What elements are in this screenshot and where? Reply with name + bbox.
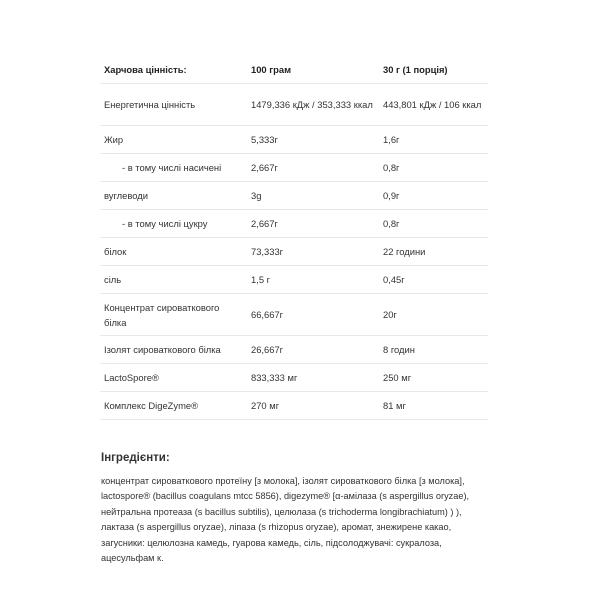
nutrition-row-serving: 0,8г xyxy=(379,210,488,238)
nutrition-header-100g: 100 грам xyxy=(247,56,379,84)
nutrition-row-serving: 250 мг xyxy=(379,364,488,392)
nutrition-row xyxy=(100,392,488,420)
nutrition-row-per100: 2,667г xyxy=(247,210,379,238)
nutrition-row-label: - в тому числі насичені xyxy=(100,154,247,182)
nutrition-table xyxy=(100,56,488,420)
nutrition-header-label: Харчова цінність: xyxy=(100,56,247,84)
nutrition-row xyxy=(100,294,488,336)
ingredients-text: концентрат сироваткового протеїну [з молока], ізолят сироваткового білка [з молока], lactospore® (bacillus coagulans mtcc 5856), digezyme® [α-амілаза (s aspergillus oryzae), нейтральна протеаза (s bacillus subtilis), целюлаза (s trichoderma longibrachiatum) ) ), лактаза (s aspergillus oryzae), ліпаза (s rhizopus oryzae), аромат, знежирене какао, загусники: целюлозна камедь, гуарова камедь, сіль, підсолоджувачі: сукралоза, ацесульфам к. xyxy=(101,476,470,564)
nutrition-row-label: Концентрат сироваткового білка xyxy=(100,294,247,336)
nutrition-row-per100: 2,667г xyxy=(247,154,379,182)
nutrition-row-serving: 8 годин xyxy=(379,336,488,364)
nutrition-row-per100: 5,333г xyxy=(247,126,379,154)
nutrition-header-serving: 30 г (1 порція) xyxy=(379,56,488,84)
nutrition-row-per100: 833,333 мг xyxy=(247,364,379,392)
nutrition-row xyxy=(100,336,488,364)
nutrition-row-serving: 0,8г xyxy=(379,154,488,182)
nutrition-row-label: Енергетична цінність xyxy=(100,84,247,126)
nutrition-row-per100: 3g xyxy=(247,182,379,210)
nutrition-row-label: LactoSpore® xyxy=(100,364,247,392)
nutrition-row-per100: 270 мг xyxy=(247,392,379,420)
nutrition-row-serving: 81 мг xyxy=(379,392,488,420)
nutrition-row xyxy=(100,182,488,210)
nutrition-row xyxy=(100,364,488,392)
nutrition-row-per100: 1479,336 кДж / 353,333 ккал xyxy=(247,84,379,126)
ingredients-title: Інгредієнти: xyxy=(101,452,170,464)
nutrition-row-serving: 0,9г xyxy=(379,182,488,210)
nutrition-row-label: Комплекс DigeZyme® xyxy=(100,392,247,420)
nutrition-row-label: сіль xyxy=(100,266,247,294)
nutrition-row-label: білок xyxy=(100,238,247,266)
nutrition-row xyxy=(100,238,488,266)
page-content xyxy=(100,56,488,566)
nutrition-row-serving: 1,6г xyxy=(379,126,488,154)
nutrition-row-label: - в тому числі цукру xyxy=(100,210,247,238)
nutrition-row-serving: 22 години xyxy=(379,238,488,266)
nutrition-row-label: вуглеводи xyxy=(100,182,247,210)
nutrition-row xyxy=(100,154,488,182)
nutrition-row xyxy=(100,266,488,294)
ingredients-section xyxy=(100,452,488,566)
nutrition-row-per100: 1,5 г xyxy=(247,266,379,294)
nutrition-row-label: Жир xyxy=(100,126,247,154)
nutrition-row-serving: 443,801 кДж / 106 ккал xyxy=(379,84,488,126)
nutrition-header-row xyxy=(100,56,488,84)
nutrition-row xyxy=(100,84,488,126)
nutrition-row-per100: 26,667г xyxy=(247,336,379,364)
nutrition-row-serving: 20г xyxy=(379,294,488,336)
nutrition-row-label: Ізолят сироваткового білка xyxy=(100,336,247,364)
nutrition-row-serving: 0,45г xyxy=(379,266,488,294)
nutrition-row-per100: 73,333г xyxy=(247,238,379,266)
nutrition-row xyxy=(100,126,488,154)
nutrition-row xyxy=(100,210,488,238)
nutrition-row-per100: 66,667г xyxy=(247,294,379,336)
